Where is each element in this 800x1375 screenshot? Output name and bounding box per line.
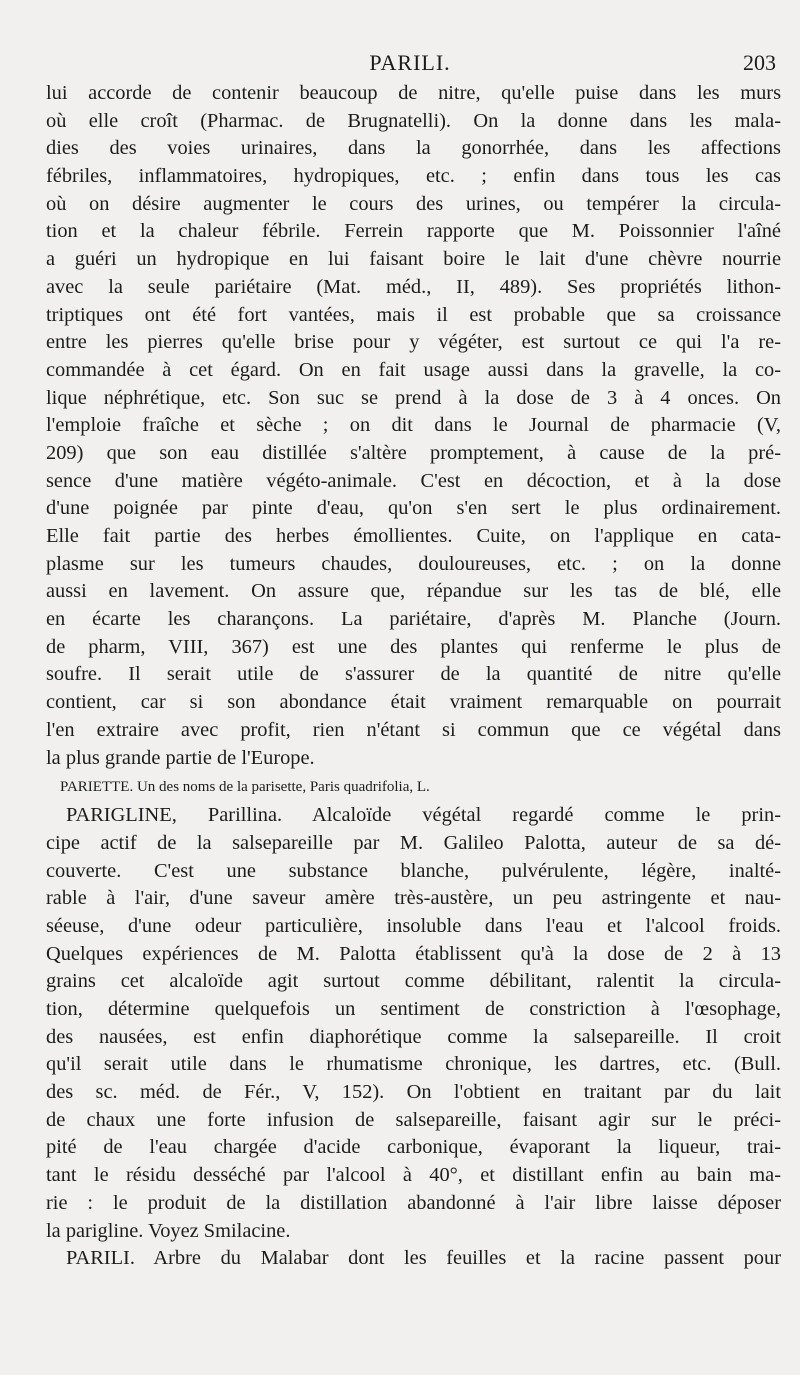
entry-parili: PARILI. Arbre du Malabar dont les feuilles et la racine passent pour — [66, 1247, 781, 1270]
text-line: l'en extraire avec profit, rien n'étant si commun que ce végétal dans — [46, 718, 781, 741]
text-line: la parigline. Voyez Smilacine. — [46, 1219, 291, 1242]
page-header — [30, 50, 790, 80]
text-line: de pharm, VIII, 367) est une des plantes qui renferme le plus de — [46, 635, 781, 658]
body-text — [46, 80, 781, 1273]
paragraph-parigline — [46, 802, 781, 1245]
text-line: où on désire augmenter le cours des urines, ou tempérer la circula- — [46, 192, 781, 215]
text-line: soufre. Il serait utile de s'assurer de la quantité de nitre qu'elle — [46, 663, 781, 686]
text-line: pité de l'eau chargée d'acide carbonique, évaporant la liqueur, trai- — [46, 1136, 781, 1159]
text-line: rable à l'air, d'une saveur amère très-austère, un peu astringente et nau- — [46, 887, 781, 910]
running-title: PARILI. — [369, 50, 451, 75]
text-line: commandée à cet égard. On en fait usage aussi dans la gravelle, la co- — [46, 358, 781, 381]
text-line: couverte. C'est une substance blanche, pulvérulente, légère, inalté- — [46, 859, 781, 882]
text-line: la plus grande partie de l'Europe. — [46, 746, 315, 769]
text-line: fébriles, inflammatoires, hydropiques, etc. ; enfin dans tous les cas — [46, 165, 781, 188]
text-line: plasme sur les tumeurs chaudes, douloureuses, etc. ; on la donne — [46, 552, 781, 575]
text-line: 209) que son eau distillée s'altère promptement, à cause de la pré- — [46, 441, 781, 464]
text-line: contient, car si son abondance était vraiment remarquable on pourrait — [46, 691, 781, 714]
text-line: des nausées, est enfin diaphorétique comme la salsepareille. Il croit — [46, 1025, 781, 1048]
text-line: a guéri un hydropique en lui faisant boire le lait d'une chèvre nourrie — [46, 248, 781, 271]
text-line: l'emploie fraîche et sèche ; on dit dans le Journal de pharmacie (V, — [46, 414, 781, 437]
text-line: Quelques expériences de M. Palotta établissent qu'à la dose de 2 à 13 — [46, 942, 781, 965]
text-line: de chaux une forte infusion de salsepareille, faisant agir sur le préci- — [46, 1108, 781, 1131]
text-line: tion et la chaleur fébrile. Ferrein rapporte que M. Poissonnier l'aîné — [46, 220, 781, 243]
text-line: cipe actif de la salsepareille par M. Galileo Palotta, auteur de sa dé- — [46, 831, 781, 854]
page-number: 203 — [743, 50, 776, 75]
text-line: qu'il serait utile dans le rhumatisme chronique, les dartres, etc. (Bull. — [46, 1053, 781, 1076]
text-line: aussi en lavement. On assure que, répandue sur les tas de blé, elle — [46, 580, 781, 603]
text-line: Elle fait partie des herbes émollientes. Cuite, on l'applique en cata- — [46, 525, 781, 547]
text-line: tant le résidu desséché par l'alcool à 40°, et distillant enfin au bain ma- — [46, 1164, 781, 1187]
text-line: où elle croît (Pharmac. de Brugnatelli). On la donne dans les mala- — [46, 109, 781, 132]
text-line: triptiques ont été fort vantées, mais il est probable que sa croissance — [46, 303, 781, 326]
text-line: grains cet alcaloïde agit surtout comme débilitant, ralentit la circula- — [46, 970, 781, 993]
text-line: séeuse, d'une odeur particulière, insoluble dans l'eau et l'alcool froids. — [46, 914, 781, 937]
entry-pariette-note: PARIETTE. Un des noms de la parisette, Paris quadrifolia, L. — [60, 779, 430, 796]
text-line: PARIGLINE, Parillina. Alcaloïde végétal regardé comme le prin- — [66, 804, 781, 827]
text-line: tion, détermine quelquefois un sentiment de constriction à l'œsophage, — [46, 998, 781, 1020]
text-line: lique néphrétique, etc. Son suc se prend à la dose de 3 à 4 onces. On — [46, 386, 781, 409]
text-line: entre les pierres qu'elle brise pour y végéter, est surtout ce qui l'a re- — [46, 331, 781, 354]
text-line: en écarte les charançons. La pariétaire, d'après M. Planche (Journ. — [46, 608, 781, 631]
text-line: lui accorde de contenir beaucoup de nitre, qu'elle puise dans les murs — [46, 82, 781, 104]
text-line: d'une poignée par pinte d'eau, qu'on s'en sert le plus ordinairement. — [46, 497, 781, 520]
text-line: sence d'une matière végéto-animale. C'est en décoction, et à la dose — [46, 469, 781, 492]
text-line: avec la seule pariétaire (Mat. méd., II, 489). Ses propriétés lithon- — [46, 275, 781, 298]
text-line: dies des voies urinaires, dans la gonorrhée, dans les affections — [46, 137, 781, 160]
text-line: rie : le produit de la distillation abandonné à l'air libre laisse déposer — [46, 1191, 781, 1214]
paragraph-parietaire — [46, 80, 781, 772]
text-line: des sc. méd. de Fér., V, 152). On l'obtient en traitant par du lait — [46, 1081, 781, 1104]
